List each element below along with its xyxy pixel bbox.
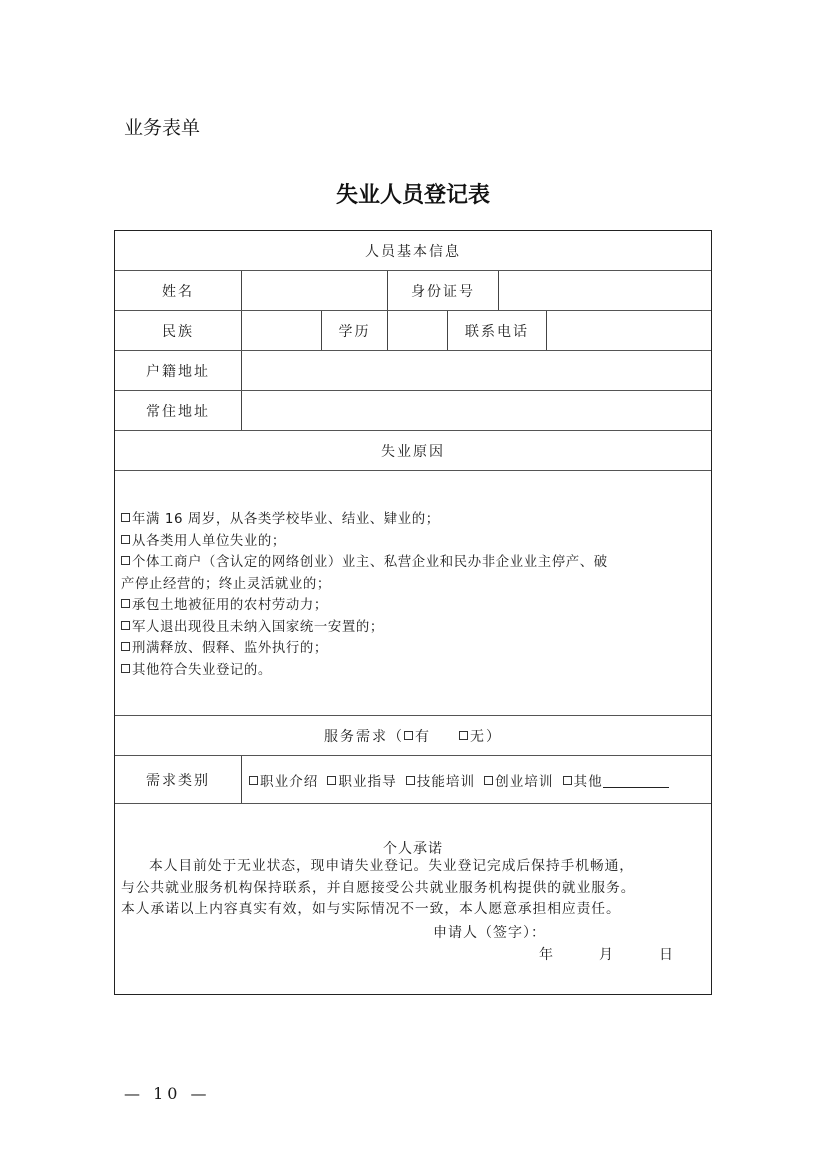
service-demand-no-checkbox[interactable] — [459, 731, 468, 740]
id-number-label: 身份证号 — [387, 271, 498, 310]
demand-option-entrepreneurship-training[interactable]: 创业培训 — [484, 770, 553, 790]
reason-option-graduate[interactable]: 年满 16 周岁，从各类学校毕业、结业、肄业的； — [121, 509, 705, 531]
pledge-row — [115, 804, 711, 994]
demand-category-label: 需求类别 — [146, 772, 210, 789]
id-number-field[interactable] — [498, 271, 711, 310]
residence-address-label: 常住地址 — [146, 403, 210, 420]
education-label: 学历 — [321, 311, 387, 350]
ethnicity-label: 民族 — [162, 323, 194, 340]
household-address-label: 户籍地址 — [146, 363, 210, 380]
checkbox-icon[interactable] — [121, 621, 130, 630]
demand-option-job-referral[interactable]: 职业介绍 — [249, 770, 318, 790]
basic-info-title: 人员基本信息 — [365, 243, 461, 260]
ethnicity-education-phone-row — [115, 311, 711, 351]
name-label: 姓名 — [162, 283, 194, 300]
month-label: 月 — [599, 947, 613, 963]
reason-option-employer-unemployed[interactable]: 从各类用人单位失业的； — [121, 531, 705, 553]
pledge-line-1: 本人目前处于无业状态，现申请失业登记。失业登记完成后保持手机畅通， — [149, 858, 634, 874]
page-number: — 10 — — [124, 1084, 211, 1103]
service-demand-yes-checkbox[interactable] — [404, 731, 413, 740]
name-id-row — [115, 271, 711, 311]
reason-option-released[interactable]: 刑满释放、假释、监外执行的； — [121, 638, 705, 660]
checkbox-icon[interactable] — [121, 535, 130, 544]
checkbox-icon[interactable] — [121, 599, 130, 608]
residence-address-field[interactable] — [241, 391, 711, 430]
service-demand-yes-label: 有 — [415, 728, 431, 745]
demand-option-career-guidance[interactable]: 职业指导 — [327, 770, 396, 790]
reason-option-business-owner[interactable]: 个体工商户（含认定的网络创业）业主、私营企业和民办非企业业主停产、破 — [121, 552, 705, 574]
unemployment-reasons-list — [121, 509, 705, 681]
demand-category-row — [115, 756, 711, 804]
section-label: 业务表单 — [124, 117, 201, 139]
service-demand-row — [115, 716, 711, 756]
registration-form — [114, 230, 712, 995]
day-label: 日 — [659, 947, 673, 963]
reason-option-other[interactable]: 其他符合失业登记的。 — [121, 660, 705, 682]
residence-address-row — [115, 391, 711, 431]
checkbox-icon[interactable] — [563, 776, 572, 785]
checkbox-icon[interactable] — [484, 776, 493, 785]
unemployment-reason-header-row — [115, 431, 711, 471]
checkbox-icon[interactable] — [121, 642, 130, 651]
phone-label: 联系电话 — [447, 311, 546, 350]
year-label: 年 — [539, 947, 553, 963]
service-demand-title: 服务需求（ 有 无 ） — [115, 716, 711, 755]
reason-option-veteran[interactable]: 军人退出现役且未纳入国家统一安置的； — [121, 617, 705, 639]
demand-option-skills-training[interactable]: 技能培训 — [406, 770, 475, 790]
form-title: 失业人员登记表 — [335, 182, 490, 208]
reason-option-business-owner-continued: 产停止经营的；终止灵活就业的； — [121, 576, 331, 592]
phone-field[interactable] — [546, 311, 711, 350]
name-field[interactable] — [241, 271, 387, 310]
household-address-field[interactable] — [241, 351, 711, 390]
pledge-text — [121, 856, 707, 921]
other-blank-field[interactable] — [603, 773, 669, 788]
checkbox-icon[interactable] — [121, 556, 130, 565]
signature-date — [539, 944, 719, 964]
pledge-line-2: 与公共就业服务机构保持联系，并自愿接受公共就业服务机构提供的就业服务。 — [121, 879, 636, 896]
demand-option-other[interactable]: 其他 — [563, 770, 669, 790]
basic-info-header-row — [115, 231, 711, 271]
pledge-line-3: 本人承诺以上内容真实有效，如与实际情况不一致，本人愿意承担相应责任。 — [121, 901, 621, 917]
checkbox-icon[interactable] — [121, 664, 130, 673]
pledge-title: 个人承诺 — [383, 841, 443, 857]
unemployment-reasons-row — [115, 471, 711, 716]
household-address-row — [115, 351, 711, 391]
checkbox-icon[interactable] — [121, 513, 130, 522]
education-field[interactable] — [387, 311, 447, 350]
checkbox-icon[interactable] — [327, 776, 336, 785]
reason-option-land-acquired[interactable]: 承包土地被征用的农村劳动力； — [121, 595, 705, 617]
checkbox-icon[interactable] — [406, 776, 415, 785]
service-demand-no-label: 无 — [470, 728, 486, 745]
demand-category-options — [249, 756, 703, 803]
unemployment-reason-title: 失业原因 — [381, 443, 445, 460]
ethnicity-field[interactable] — [241, 311, 321, 350]
checkbox-icon[interactable] — [249, 776, 258, 785]
applicant-signature-label[interactable]: 申请人（签字）： — [433, 925, 546, 941]
